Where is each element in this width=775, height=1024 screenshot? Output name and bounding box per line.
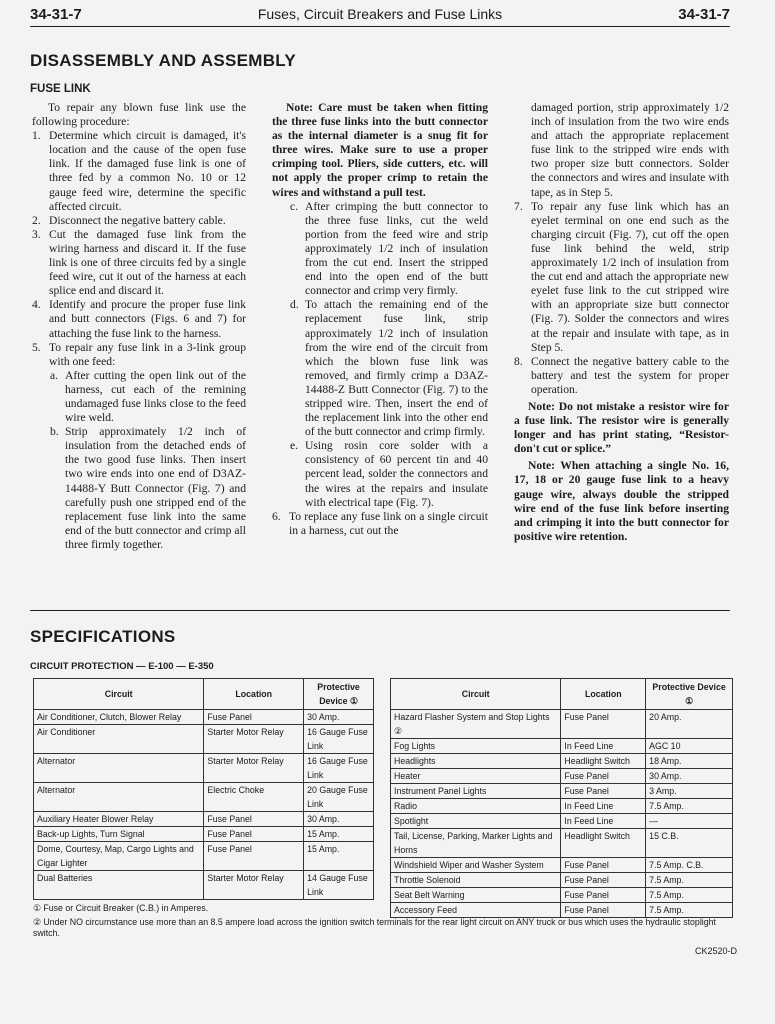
figure-code: CK2520-D xyxy=(694,946,737,956)
table-row: Seat Belt Warning Fuse Panel 7.5 Amp. xyxy=(391,888,733,903)
header-device: Protective Device ① xyxy=(646,679,733,710)
table-row: Back-up Lights, Turn Signal Fuse Panel 15 Amp. xyxy=(34,827,374,842)
subsection-title: FUSE LINK xyxy=(30,83,91,95)
header-circuit: Circuit xyxy=(391,679,561,710)
header-location: Location xyxy=(204,679,304,710)
page-number-right: 34-31-7 xyxy=(678,6,730,23)
table-header xyxy=(34,679,374,710)
step-7: 7. To repair any fuse link which has an eyelet terminal on one end such as the charging circuit (Fig. 7), cut off the open fuse link behind the weld, strip approximately 1/2 inch of insulation from the cut end and attach the appropriate new eyelet fuse link to the cut stripped wire with an appropriate size butt connector (Fig. 7). Solder the connectors and wires at the repair and insulate with tape, as in Step 5. xyxy=(514,199,729,354)
table-row: Air Conditioner, Clutch, Blower Relay Fuse Panel 30 Amp. xyxy=(34,710,374,725)
substep-d: d. To attach the remaining end of the replacement fuse link, strip approximately 1/2 inch of insulation from the wire end of the circuit from which the blown fuse link was removed, and firmly crimp a D3AZ-14488-Z Butt Connector (Fig. 7) to the stripped wire. Then, insert the end of the replacement link into the other end of the butt connector and crimp firmly. xyxy=(290,298,488,439)
crimp-note: Note: Care must be taken when fitting the three fuse links into the butt connector as the internal diameter is a snug fit for three wires. Make sure to use a proper crimping tool. Pliers, side cutters, etc. will not apply the proper crimp to retain the wires and withstand a pull test. xyxy=(272,101,488,199)
table-row: Auxiliary Heater Blower Relay Fuse Panel 30 Amp. xyxy=(34,812,374,827)
table-row: Instrument Panel Lights Fuse Panel 3 Amp. xyxy=(391,784,733,799)
table-row: Heater Fuse Panel 30 Amp. xyxy=(391,769,733,784)
header-location: Location xyxy=(561,679,646,710)
step-3: 3. Cut the damaged fuse link from the wiring harness and discard it. If the fuse link is one of three circuits fed by a single feed wire, cut it out of the harness at each splice end and discard it. xyxy=(32,227,246,298)
substep-e: e. Using rosin core solder with a consistency of 60 percent tin and 40 percent lead, solder the connectors and the wires at the repairs and insulate with electrical tape (Fig. 7). xyxy=(290,439,488,509)
intro-paragraph: To repair any blown fuse link use the following procedure: xyxy=(32,101,246,129)
table-row: Headlights Headlight Switch 18 Amp. xyxy=(391,754,733,769)
step-2: 2. Disconnect the negative battery cable. xyxy=(32,213,226,227)
table-row: Tail, License, Parking, Marker Lights and Horns Headlight Switch 15 C.B. xyxy=(391,829,733,858)
table-row: Dual Batteries Starter Motor Relay 14 Gauge Fuse Link xyxy=(34,871,374,900)
table-header xyxy=(391,679,733,710)
step-8: 8. Connect the negative battery cable to the battery and test the system for proper operation. xyxy=(514,354,729,396)
substep-c: c. After crimping the butt connector to the three fuse links, cut the weld portion from the feed wire and strip approximately 1/2 inch of insulation from the cut end. Insert the stripped end into the open end of the butt connector and crimp very firmly. xyxy=(290,199,488,298)
table-row: Hazard Flasher System and Stop Lights ② Fuse Panel 20 Amp. xyxy=(391,710,733,739)
specifications-title: SPECIFICATIONS xyxy=(30,627,176,646)
substep-a: a. After cutting the open link out of the harness, cut each of the remining undamaged fuse links close to the feed wire weld. xyxy=(50,368,246,425)
text-column-2 xyxy=(272,101,488,538)
page-number-left: 34-31-7 xyxy=(30,6,82,23)
table-row: Accessory Feed Fuse Panel 7.5 Amp. xyxy=(391,903,733,918)
table-row: Spotlight In Feed Line — xyxy=(391,814,733,829)
table-row: Radio In Feed Line 7.5 Amp. xyxy=(391,799,733,814)
footnote-2: ② Under NO circumstance use more than an 8.5 ampere load across the ignition switch terminals for the rear light circuit on ANY truck or bus which uses the hydraulic stoplight switch. xyxy=(33,917,716,938)
section-divider xyxy=(30,610,730,611)
text-column-3 xyxy=(514,101,729,544)
specifications-subtitle: CIRCUIT PROTECTION — E-100 — E-350 xyxy=(30,661,214,672)
header-circuit: Circuit xyxy=(34,679,204,710)
text-column-1 xyxy=(32,101,246,552)
circuit-protection-table-left xyxy=(33,678,374,900)
step-6: 6. To replace any fuse link on a single circuit in a harness, cut out the xyxy=(272,509,488,537)
section-title: DISASSEMBLY AND ASSEMBLY xyxy=(30,51,297,70)
table-row: Throttle Solenoid Fuse Panel 7.5 Amp. xyxy=(391,873,733,888)
footnote-1: ① Fuse or Circuit Breaker (C.B.) in Amperes. xyxy=(33,903,209,913)
step-6-continued: damaged portion, strip approximately 1/2 inch of insulation from the two wire ends and attach the appropriate replacement fuse link to the stripped wire ends with two proper size butt connectors. Solder the connectors and wires and insulate with tape, as in Step 5. xyxy=(531,101,729,199)
resistor-note: Note: Do not mistake a resistor wire for a fuse link. The resistor wire is generally longer and has print stating, “Resistor-don't cut or splice.” xyxy=(514,399,729,456)
substep-b: b. Strip approximately 1/2 inch of insulation from the detached ends of the two good fuse links. Then insert two wire ends into one end of D3AZ-14488-Y Butt Connector (Fig. 7) and carefully push one stripped end of the replacement fuse link into the same end of the butt connector and crimp all three firmly together. xyxy=(50,425,246,551)
step-1: 1. Determine which circuit is damaged, it's location and the cause of the open fuse link. If the damaged fuse link is one of three fed by a common No. 10 or 12 gauge feed wire, determine the specific affected circuit. xyxy=(32,129,246,213)
table-row: Windshield Wiper and Washer System Fuse Panel 7.5 Amp. C.B. xyxy=(391,858,733,873)
table-row: Alternator Electric Choke 20 Gauge Fuse Link xyxy=(34,783,374,812)
page-header xyxy=(30,4,730,27)
step-4: 4. Identify and procure the proper fuse link and butt connectors (Figs. 6 and 7) for attaching the fuse link to the harness. xyxy=(32,298,246,340)
table-row: Air Conditioner Starter Motor Relay 16 Gauge Fuse Link xyxy=(34,725,374,754)
header-device: Protective Device ① xyxy=(304,679,374,710)
table-row: Fog Lights In Feed Line AGC 10 xyxy=(391,739,733,754)
step-5: 5. To repair any fuse link in a 3-link group with one feed: xyxy=(32,340,246,368)
page-header-title: Fuses, Circuit Breakers and Fuse Links xyxy=(257,6,503,22)
circuit-protection-table-right xyxy=(390,678,733,918)
gauge-note: Note: When attaching a single No. 16, 17, 18 or 20 gauge fuse link to a heavy gauge wire, always double the stripped wire end of the fuse link before inserting and crimping it into the butt connector for positive wire retention. xyxy=(514,459,729,543)
table-row: Alternator Starter Motor Relay 16 Gauge Fuse Link xyxy=(34,754,374,783)
table-row: Dome, Courtesy, Map, Cargo Lights and Cigar Lighter Fuse Panel 15 Amp. xyxy=(34,842,374,871)
